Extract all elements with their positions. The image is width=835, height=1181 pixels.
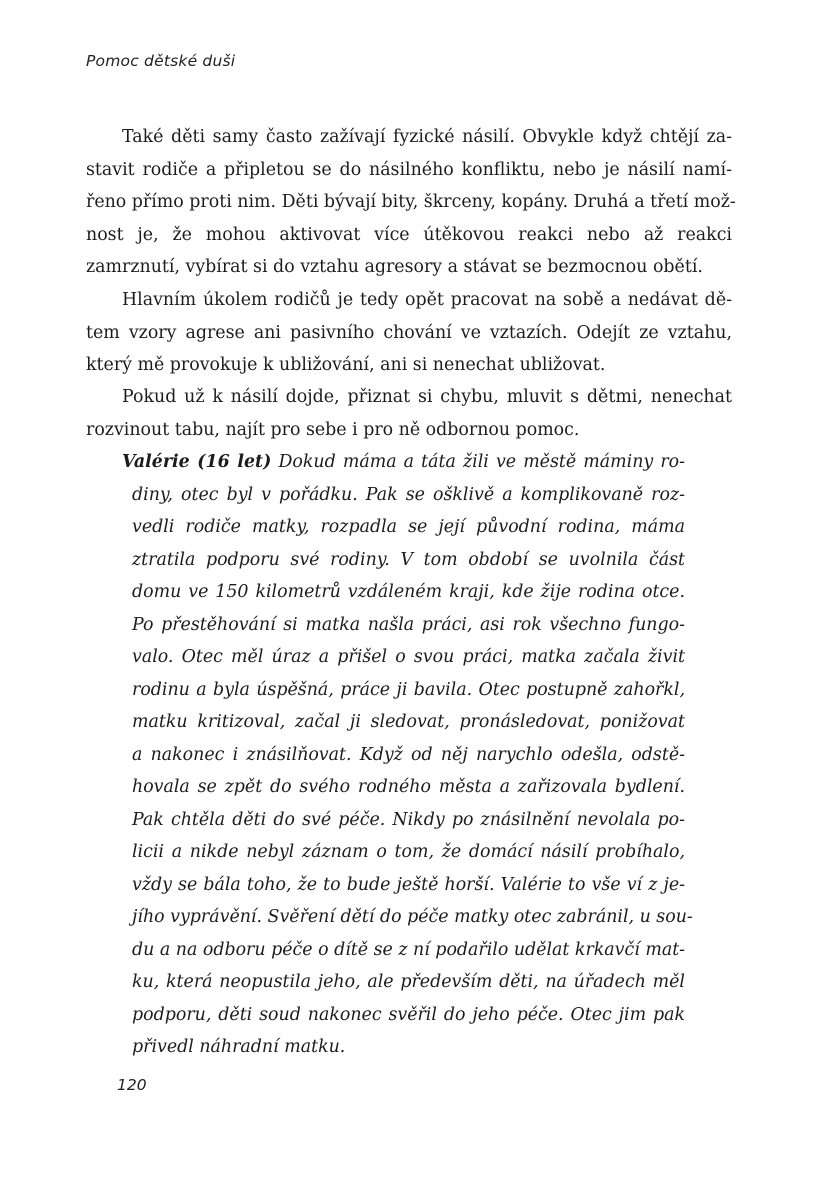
testimony-line: Po přestěhování si matka našla práci, asi rok všechno fungo- bbox=[132, 614, 685, 635]
testimony-line: domu ve 150 kilometrů vzdáleném kraji, kde žije rodina otce. bbox=[132, 582, 685, 602]
paragraph-1 bbox=[86, 121, 736, 284]
testimony-line: jího vyprávění. Svěření dětí do péče matky otec zabránil, u sou- bbox=[132, 907, 693, 927]
testimony-line: a nakonec i znásilňovat. Když od něj narychlo odešla, odstě- bbox=[132, 744, 685, 765]
testimony-line: vždy se bála toho, že to bude ještě horší. Valérie to vše ví z je- bbox=[132, 874, 685, 895]
testimony-line: licii a nikde nebyl záznam o tom, že domácí násilí probíhalo, bbox=[132, 842, 685, 862]
page-number: 120 bbox=[117, 1076, 147, 1094]
testimony-line: diny, otec byl v pořádku. Pak se ošklivě a komplikovaně roz- bbox=[132, 484, 685, 505]
testimony-line: podporu, děti soud nakonec svěřil do jeho péče. Otec jim pak bbox=[132, 1004, 685, 1025]
text-line: který mě provokuje k ubližování, ani si nenechat ubližovat. bbox=[86, 355, 606, 375]
text-line: řeno přímo proti nim. Děti bývají bity, škrceny, kopány. Druhá a třetí mož- bbox=[86, 192, 736, 212]
text-line: tem vzory agrese ani pasivního chování ve vztazích. Odejít ze vztahu, bbox=[86, 322, 732, 343]
text-line: Hlavním úkolem rodičů je tedy opět pracovat na sobě a nedávat dě- bbox=[122, 290, 732, 310]
paragraph-2 bbox=[86, 284, 732, 382]
testimony-line: rodinu a byla úspěšná, práce ji bavila. Otec postupně zahořkl, bbox=[132, 679, 685, 700]
text-line: rozvinout tabu, najít pro sebe i pro ně odbornou pomoc. bbox=[86, 419, 580, 440]
testimony-line: Pak chtěla děti do své péče. Nikdy po znásilnění nevolala po- bbox=[132, 809, 685, 830]
testimony-line: vedli rodiče matky, rozpadla se její původní rodina, máma bbox=[132, 517, 685, 537]
paragraph-3 bbox=[86, 381, 732, 446]
testimony-line: přivedl náhradní matku. bbox=[132, 1037, 346, 1057]
running-header: Pomoc dětské duši bbox=[86, 52, 236, 70]
text-line: Pokud už k násilí dojde, přiznat si chybu, mluvit s dětmi, nenechat bbox=[122, 387, 732, 407]
text-line: nost je, že mohou aktivovat více útěkovou reakci nebo až reakci bbox=[86, 224, 732, 245]
testimony-line: hovala se zpět do svého rodného města a zařizovala bydlení. bbox=[132, 777, 685, 797]
testimony-line: du a na odboru péče o dítě se z ní podařilo udělat krkavčí mat- bbox=[132, 939, 686, 960]
testimony-block bbox=[122, 446, 693, 1064]
testimony-line: ztratila podporu své rodiny. V tom období se uvolnila část bbox=[132, 549, 685, 570]
text-line: stavit rodiče a připletou se do násilného konfliktu, nebo je násilí namí- bbox=[86, 159, 732, 180]
testimony-line: valo. Otec měl úraz a přišel o svou práci, matka začala živit bbox=[132, 647, 685, 667]
testimony-line: ku, která neopustila jeho, ale především děti, na úřadech měl bbox=[132, 972, 685, 992]
text-line: Také děti samy často zažívají fyzické násilí. Obvykle když chtějí za- bbox=[122, 127, 732, 147]
testimony-first-line bbox=[122, 446, 685, 479]
speaker-label: Valérie (16 let) bbox=[122, 452, 272, 472]
testimony-text: Dokud máma a táta žili ve městě máminy ro- bbox=[271, 452, 686, 472]
testimony-line: matku kritizoval, začal ji sledovat, pronásledovat, ponižovat bbox=[132, 712, 685, 732]
text-line: zamrznutí, vybírat si do vztahu agresory a stávat se bezmocnou obětí. bbox=[86, 257, 703, 277]
